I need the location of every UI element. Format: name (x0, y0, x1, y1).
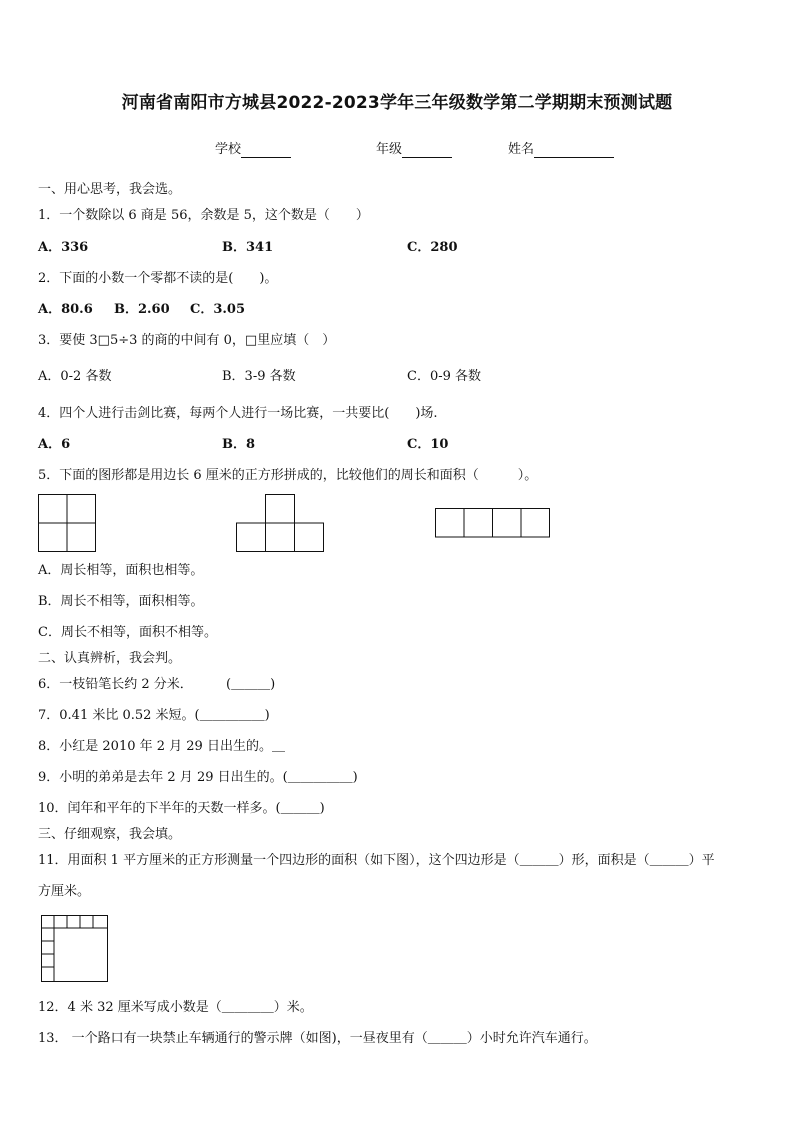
question-3-option-c: C．0-9 各数 (407, 369, 482, 384)
question-11-stem-line-2: 方厘米。 (38, 884, 91, 899)
name-blank (534, 144, 614, 158)
question-2-option-c: C．3.05 (190, 302, 246, 317)
question-7-stem: 7．0.41 米比 0.52 米短。(＿＿＿＿＿) (38, 708, 270, 723)
question-3-stem: 3．要使 3□5÷3 的商的中间有 0，□里应填（ ） (38, 333, 336, 348)
question-5-stem: 5．下面的图形都是用边长 6 厘米的正方形拼成的，比较他们的周长和面积（ ）。 (38, 468, 538, 483)
school-field (215, 142, 291, 158)
section-heading-3: 三、仔细观察，我会填。 (38, 827, 182, 842)
question-1-option-a: A．336 (38, 240, 89, 255)
t-shape-figure (236, 494, 326, 554)
two-by-two-square-figure (38, 494, 98, 554)
school-blank (241, 144, 291, 158)
question-6-stem: 6．一枝铅笔长约 2 分米． (38, 677, 193, 692)
question-11-stem-line-1: 11．用面积 1 平方厘米的正方形测量一个四边形的面积（如下图），这个四边形是（＿＿＿）形，面积是（＿＿＿）平 (38, 853, 715, 868)
question-1-option-c: C．280 (407, 240, 458, 255)
question-3-option-b: B．3-9 各数 (222, 369, 296, 384)
one-by-four-strip-figure (435, 508, 553, 540)
question-4-option-a: A．6 (38, 437, 71, 452)
question-1-stem: 1．一个数除以 6 商是 56，余数是 5，这个数是（ ） (38, 208, 369, 223)
question-2-option-a: A．80.6 (38, 302, 93, 317)
page-title: 河南省南阳市方城县2022-2023学年三年级数学第二学期期末预测试题 (121, 93, 673, 113)
question-2-option-b: B．2.60 (114, 302, 170, 317)
question-1-option-b: B．341 (222, 240, 274, 255)
name-label: 姓名 (508, 142, 535, 157)
school-label: 学校 (215, 142, 242, 157)
grade-label: 年级 (376, 142, 403, 157)
question-9-stem: 9．小明的弟弟是去年 2 月 29 日出生的。(＿＿＿＿＿) (38, 770, 358, 785)
question-4-option-b: B．8 (222, 437, 256, 452)
quadrilateral-grid-figure (41, 915, 111, 985)
question-5-option-b: B．周长不相等，面积相等。 (38, 594, 204, 609)
question-6-answer: (＿＿＿) (226, 677, 276, 692)
grade-blank (402, 144, 452, 158)
section-heading-2: 二、认真辨析，我会判。 (38, 651, 182, 666)
question-8-stem: 8．小红是 2010 年 2 月 29 日出生的。＿ (38, 739, 285, 754)
section-heading-1: 一、用心思考，我会选。 (38, 182, 182, 197)
question-13-stem: 13． 一个路口有一块禁止车辆通行的警示牌（如图)，一昼夜里有（＿＿＿）小时允许汽车通行。 (38, 1031, 597, 1046)
question-10-stem: 10．闰年和平年的下半年的天数一样多。(＿＿＿) (38, 801, 325, 816)
grade-field (376, 142, 452, 158)
question-3-option-a: A．0-2 各数 (38, 369, 112, 384)
question-5-option-c: C．周长不相等，面积不相等。 (38, 625, 217, 640)
question-4-stem: 4．四个人进行击剑比赛，每两个人进行一场比赛，一共要比( )场. (38, 406, 438, 421)
question-12-stem: 12．4 米 32 厘米写成小数是（＿＿＿＿）米。 (38, 1000, 313, 1015)
question-5-option-a: A．周长相等，面积也相等。 (38, 563, 204, 578)
question-2-stem: 2．下面的小数一个零都不读的是( )。 (38, 271, 278, 286)
name-field (508, 142, 614, 158)
question-4-option-c: C．10 (407, 437, 449, 452)
